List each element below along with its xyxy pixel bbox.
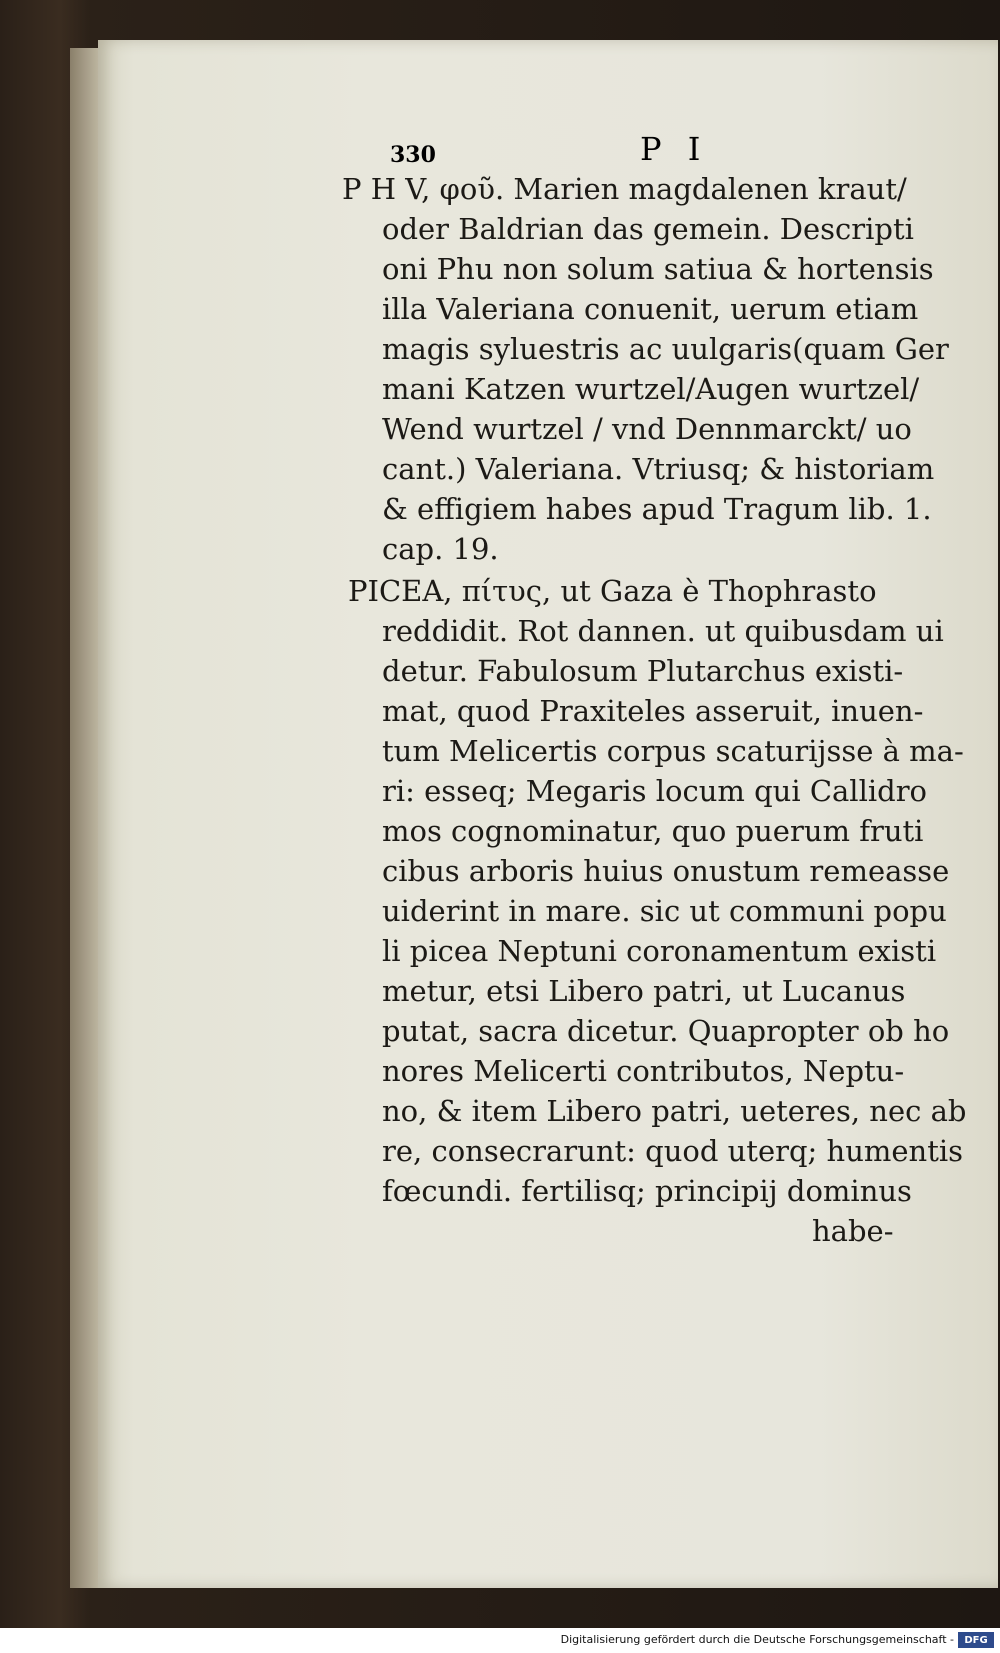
text-line: metur, etsi Libero patri, ut Lucanus [382, 974, 906, 1008]
text-line: nores Melicerti contributos, Neptu- [382, 1054, 905, 1088]
text-line: PICEA, πίτυς, ut Gaza è Thophrasto [348, 574, 877, 608]
text-line: cibus arboris huius onustum remeasse [382, 854, 950, 888]
text-line: oni Phu non solum satiua & hortensis [382, 252, 934, 286]
text-line: cap. 19. [382, 532, 499, 566]
text-line: mat, quod Praxiteles asseruit, inuen- [382, 694, 924, 728]
text-line: cant.) Valeriana. Vtriusq; & historiam [382, 452, 935, 486]
text-line: tum Melicertis corpus scaturijsse à ma- [382, 734, 964, 768]
text-line: oder Baldrian das gemein. Descripti [382, 212, 914, 246]
digitization-footer [0, 1628, 1000, 1653]
text-line: & effigiem habes apud Tragum lib. 1. [382, 492, 932, 526]
page-number: 330 [390, 142, 436, 168]
text-line: fœcundi. fertilisq; principij dominus [382, 1174, 912, 1208]
text-line: mani Katzen wurtzel/Augen wurtzel/ [382, 372, 920, 406]
dfg-logo-icon: DFG [958, 1632, 994, 1648]
text-line: no, & item Libero patri, ueteres, nec ab [382, 1094, 967, 1128]
text-line: uiderint in mare. sic ut communi popu [382, 894, 947, 928]
page-header [390, 130, 750, 170]
text-line: reddidit. Rot dannen. ut quibusdam ui [382, 614, 944, 648]
text-line: Wend wurtzel / vnd Dennmarckt/ uo [382, 412, 912, 446]
footer-credit: Digitalisierung gefördert durch die Deutsche Forschungsgemeinschaft - [560, 1633, 954, 1646]
text-line: detur. Fabulosum Plutarchus existi- [382, 654, 904, 688]
text-line: li picea Neptuni coronamentum existi [382, 934, 937, 968]
text-line: illa Valeriana conuenit, uerum etiam [382, 292, 919, 326]
catchword: habe- [812, 1214, 894, 1248]
running-head: P I [640, 130, 709, 168]
text-line: P H V, φοῦ. Marien magdalenen kraut/ [342, 172, 907, 206]
page-edge [70, 48, 100, 1588]
text-line: re, consecrarunt: quod uterq; humentis [382, 1134, 964, 1168]
text-line: mos cognominatur, quo puerum fruti [382, 814, 924, 848]
text-line: putat, sacra dicetur. Quapropter ob ho [382, 1014, 950, 1048]
text-line: magis syluestris ac uulgaris(quam Ger [382, 332, 949, 366]
text-line: ri: esseq; Megaris locum qui Callidro [382, 774, 928, 808]
